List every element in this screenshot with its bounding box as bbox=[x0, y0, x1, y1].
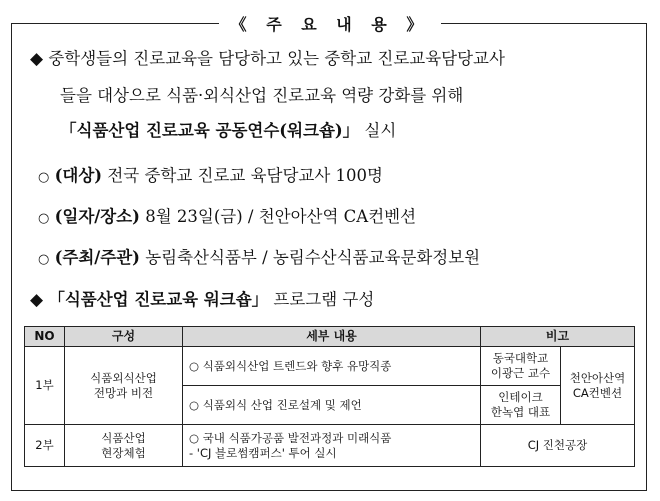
program-heading bbox=[30, 289, 374, 311]
info-label: (주최/주관) bbox=[54, 248, 140, 267]
row-detail: ○ 식품외식 산업 진로설계 및 제언 bbox=[183, 386, 481, 425]
table-row bbox=[25, 347, 635, 386]
speaker-name: 한녹엽 대표 bbox=[490, 405, 551, 419]
info-label: (일자/장소) bbox=[54, 207, 140, 226]
header-detail: 세부 내용 bbox=[183, 327, 481, 347]
row-detail bbox=[183, 425, 481, 467]
section-line: 식품산업 bbox=[101, 430, 146, 445]
diamond-bullet-icon: ◆ bbox=[30, 290, 44, 310]
info-item-host bbox=[38, 247, 480, 271]
speaker-org: 동국대학교 bbox=[492, 351, 549, 365]
info-value: 농림축산식품부 / 농림수산식품교육문화정보원 bbox=[140, 248, 481, 267]
circle-bullet-icon: ○ bbox=[38, 170, 50, 185]
workshop-title: 「식품산업 진로교육 공동연수(워크숍)」 bbox=[60, 121, 360, 140]
intro-text-3: 실시 bbox=[359, 121, 397, 140]
program-table bbox=[24, 326, 635, 467]
intro-text-1: 중학생들의 진로교육을 담당하고 있는 중학교 진로교육담당교사 bbox=[48, 49, 505, 68]
table-header-row bbox=[25, 327, 635, 347]
info-value: 8월 23일(금) / 천안아산역 CA컨벤션 bbox=[140, 207, 417, 226]
section-title: 《 주 요 내 용 》 bbox=[219, 12, 442, 35]
row-no: 1부 bbox=[25, 347, 65, 425]
intro-line-2 bbox=[60, 85, 463, 107]
intro-line-3 bbox=[60, 120, 396, 142]
venue-line: CA컨벤션 bbox=[572, 385, 623, 400]
section-line: 식품외식산업 bbox=[90, 370, 157, 385]
intro-text-2: 들을 대상으로 식품·외식산업 진로교육 역량 강화를 위해 bbox=[60, 86, 464, 105]
speaker-org: 인테이크 bbox=[498, 390, 543, 404]
section-line: 전망과 비전 bbox=[93, 385, 154, 400]
venue-line: 천안아산역 bbox=[569, 370, 626, 385]
speaker-name: 이광근 교수 bbox=[490, 366, 551, 380]
program-title: 「식품산업 진로교육 워크숍」 bbox=[48, 290, 269, 309]
info-item-date-place bbox=[38, 206, 416, 230]
table-row bbox=[25, 425, 635, 467]
row-section bbox=[65, 425, 183, 467]
diamond-bullet-icon: ◆ bbox=[30, 49, 44, 69]
row-detail: ○ 식품외식산업 트렌드와 향후 유망직종 bbox=[183, 347, 481, 386]
header-note: 비고 bbox=[481, 327, 635, 347]
circle-bullet-icon: ○ bbox=[38, 252, 50, 267]
row-note: CJ 진천공장 bbox=[481, 425, 635, 467]
program-subtitle: 프로그램 구성 bbox=[268, 290, 375, 309]
title-bar bbox=[0, 10, 660, 36]
section-line: 현장체험 bbox=[101, 445, 146, 460]
info-value: 전국 중학교 진로교 육담당교사 100명 bbox=[102, 166, 383, 185]
detail-line: - 'CJ 블로썸캠퍼스' 투어 실시 bbox=[189, 445, 337, 460]
row-no: 2부 bbox=[25, 425, 65, 467]
circle-bullet-icon: ○ bbox=[38, 211, 50, 226]
detail-line: ○ 국내 식품가공품 발전과정과 미래식품 bbox=[189, 430, 392, 445]
header-section: 구성 bbox=[65, 327, 183, 347]
row-section bbox=[65, 347, 183, 425]
info-label: (대상) bbox=[54, 166, 103, 185]
row-speaker bbox=[481, 386, 561, 425]
header-no: NO bbox=[25, 327, 65, 347]
row-venue bbox=[561, 347, 635, 425]
row-speaker bbox=[481, 347, 561, 386]
info-item-target bbox=[38, 165, 383, 189]
intro-line-1 bbox=[30, 48, 505, 70]
